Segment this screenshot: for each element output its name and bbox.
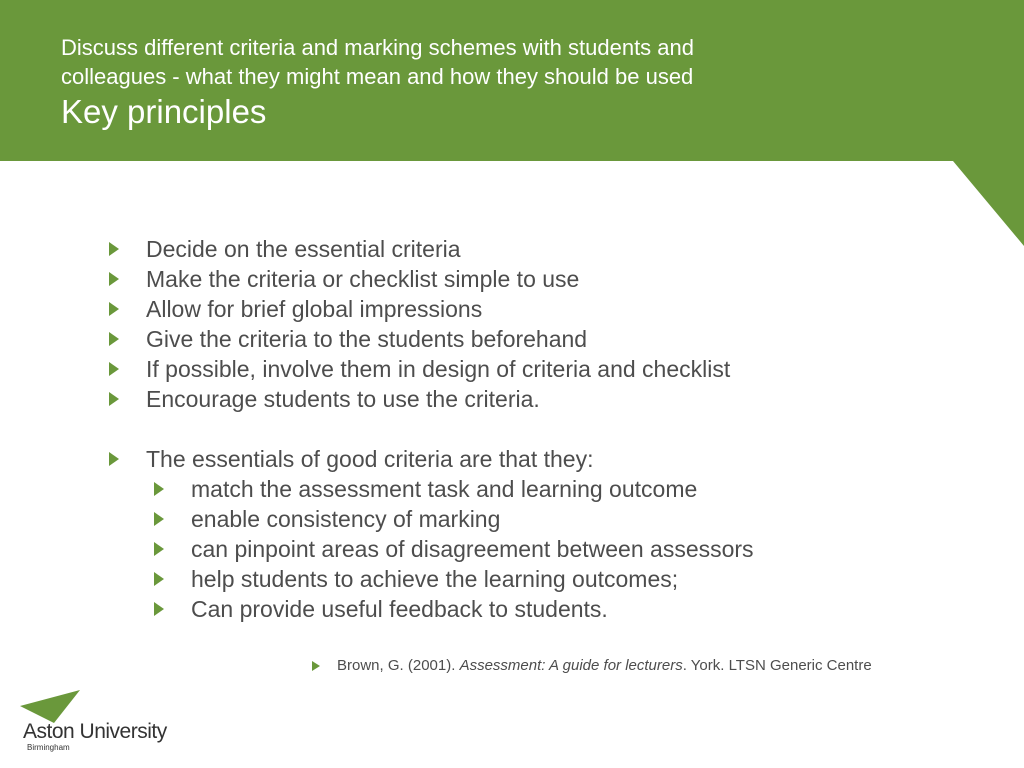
bullet-text: Make the criteria or checklist simple to use: [146, 266, 580, 292]
logo-name: Aston University: [23, 720, 167, 743]
spacer: [105, 414, 985, 444]
triangle-right-icon: [154, 542, 164, 556]
sub-bullet-item: [150, 564, 985, 594]
triangle-right-icon: [109, 272, 119, 286]
essentials-intro: [105, 444, 985, 474]
triangle-right-icon: [154, 602, 164, 616]
bullet-text: Allow for brief global impressions: [146, 296, 483, 322]
triangle-logo-icon: [20, 690, 84, 724]
bullet-text: If possible, involve them in design of criteria and checklist: [146, 356, 731, 382]
sub-bullet-text: can pinpoint areas of disagreement between assessors: [191, 536, 754, 562]
bullet-text: Decide on the essential criteria: [146, 236, 461, 262]
triangle-right-icon: [109, 332, 119, 346]
triangle-right-icon: [109, 362, 119, 376]
triangle-right-icon: [154, 572, 164, 586]
header-subtitle-line-1: Discuss different criteria and marking schemes with students and: [61, 35, 694, 60]
triangle-right-icon: [109, 392, 119, 406]
bullet-item: [105, 354, 985, 384]
header: [61, 33, 921, 132]
sub-bullet-item: [150, 474, 985, 504]
bullet-item: [105, 384, 985, 414]
sub-bullet-text: help students to achieve the learning outcomes;: [191, 566, 679, 592]
triangle-right-icon: [312, 661, 320, 671]
bullet-text: Give the criteria to the students beforehand: [146, 326, 588, 352]
bullet-item: [105, 324, 985, 354]
sub-bullet-text: match the assessment task and learning outcome: [191, 476, 698, 502]
bullet-item: [105, 294, 985, 324]
bullet-item: [105, 264, 985, 294]
reference-publisher: . York. LTSN Generic Centre: [682, 657, 872, 674]
triangle-right-icon: [109, 302, 119, 316]
sub-bullet-text: enable consistency of marking: [191, 506, 501, 532]
sub-bullet-item: [150, 594, 985, 624]
bullet-text: Encourage students to use the criteria.: [146, 386, 540, 412]
sub-bullet-item: [150, 534, 985, 564]
sub-bullet-item: [150, 504, 985, 534]
triangle-right-icon: [154, 482, 164, 496]
reference-author: Brown, G. (2001).: [337, 657, 460, 674]
reference-citation: [312, 656, 872, 676]
triangle-right-icon: [109, 242, 119, 256]
reference-work-title: Assessment: A guide for lecturers: [459, 657, 683, 674]
logo-city: Birmingham: [27, 743, 70, 752]
sub-bullet-text: Can provide useful feedback to students.: [191, 596, 608, 622]
page-title: Key principles: [61, 93, 267, 130]
header-subtitle: [61, 33, 921, 91]
triangle-right-icon: [154, 512, 164, 526]
aston-university-logo: [20, 690, 180, 760]
bullet-list: [105, 234, 985, 624]
essentials-intro-text: The essentials of good criteria are that they:: [146, 446, 594, 472]
header-subtitle-line-2: colleagues - what they might mean and how they should be used: [61, 64, 694, 89]
triangle-right-icon: [109, 452, 119, 466]
bullet-item: [105, 234, 985, 264]
